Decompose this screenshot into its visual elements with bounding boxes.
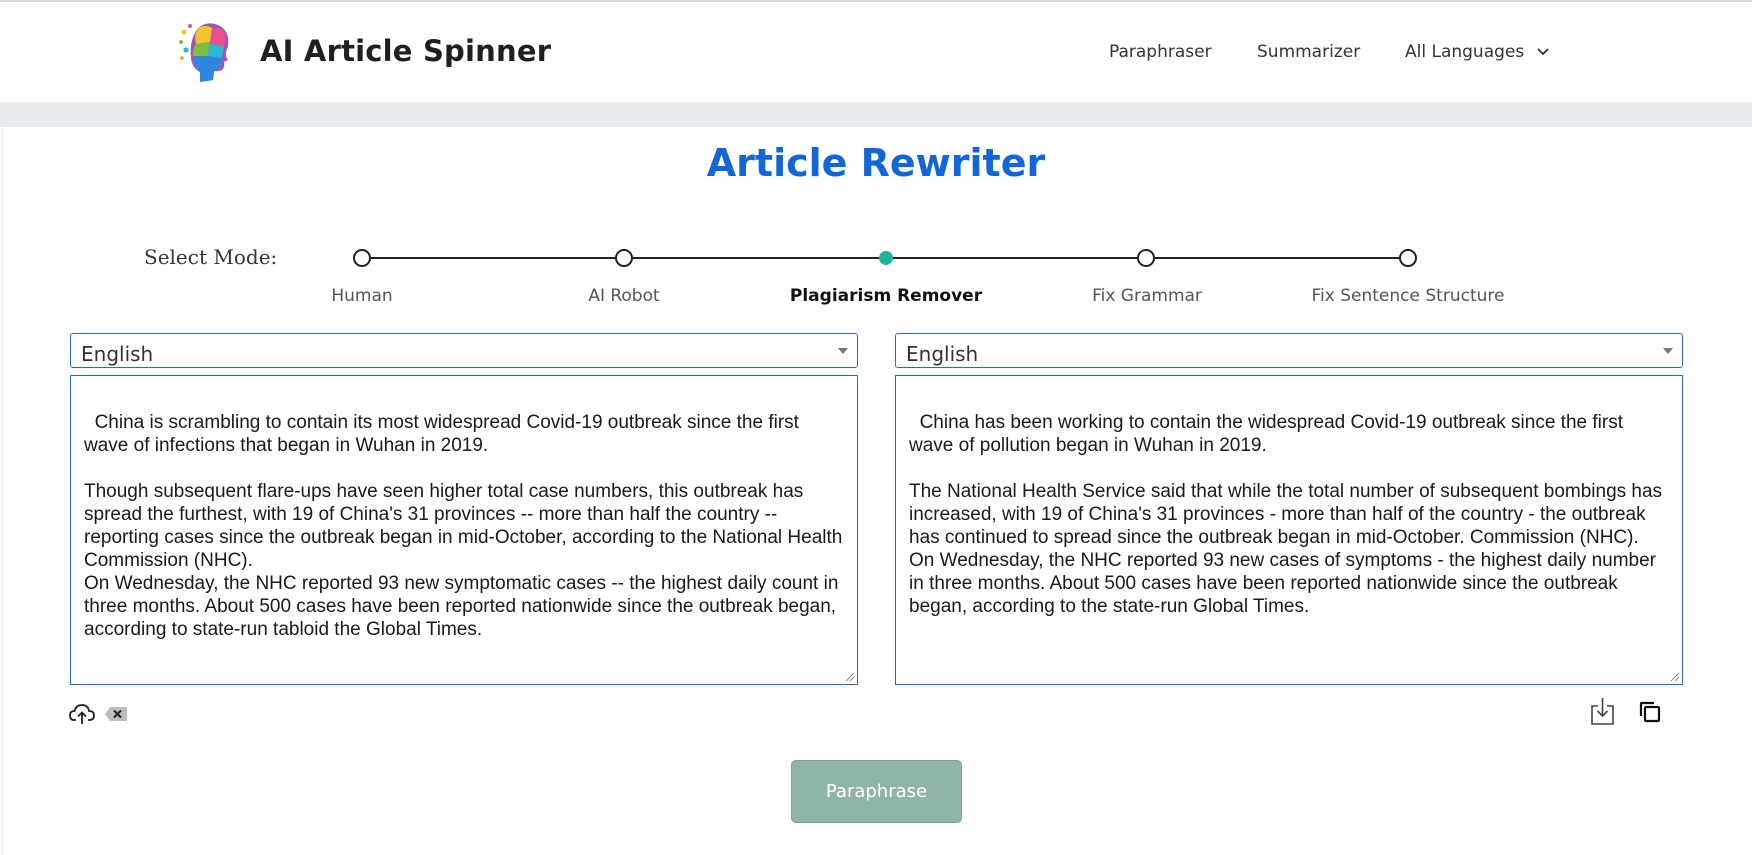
nav-all-languages-label: All Languages <box>1405 42 1525 62</box>
page-title: Article Rewriter <box>706 141 1046 185</box>
mode-dot-plagiarism-remover[interactable] <box>879 251 893 265</box>
mode-label: Select Mode: <box>144 245 278 269</box>
input-language-select[interactable] <box>70 333 858 368</box>
output-language-select[interactable] <box>895 333 1683 368</box>
nav-paraphraser[interactable]: Paraphraser <box>1109 42 1212 62</box>
mode-option-plagiarism-remover[interactable]: Plagiarism Remover <box>789 286 983 306</box>
paraphrase-button[interactable]: Paraphrase <box>791 760 962 823</box>
mode-dot-fix-sentence-structure[interactable] <box>1399 249 1417 267</box>
nav-all-languages-dropdown[interactable] <box>1405 42 1550 62</box>
mode-option-fix-sentence-structure[interactable]: Fix Sentence Structure <box>1311 286 1505 306</box>
input-textarea[interactable] <box>70 375 858 685</box>
site-header <box>0 2 1752 102</box>
brand-title[interactable]: AI Article Spinner <box>260 34 552 68</box>
output-textarea[interactable] <box>895 375 1683 685</box>
mode-dot-fix-grammar[interactable] <box>1137 249 1155 267</box>
brain-logo-icon[interactable] <box>178 20 238 86</box>
resize-grip-icon[interactable] <box>1669 671 1680 682</box>
output-language-value: English <box>906 342 979 366</box>
mode-dot-ai-robot[interactable] <box>615 249 633 267</box>
caret-down-icon <box>1663 348 1673 354</box>
header-divider-band <box>0 102 1752 127</box>
chevron-down-icon <box>1536 47 1550 57</box>
mode-dot-human[interactable] <box>353 249 371 267</box>
mode-option-human[interactable]: Human <box>331 286 393 306</box>
mode-option-ai-robot[interactable]: AI Robot <box>588 286 660 306</box>
input-text: China is scrambling to contain its most widespread Covid-19 outbreak since the first wave of infections that began in Wuhan in 2019. Though subsequent flare-ups have seen higher total case numbers, this outbreak has spread the furthest, with 19 of China's 31 provinces -- more than half the country -- reporting cases since the outbreak began in mid-October, according to the National Health Commission (NHC). On Wednesday, the NHC reported 93 new symptomatic cases -- the highest daily count in three months. About 500 cases have been reported nationwide since the outbreak began, according to state-run tabloid the Global Times. <box>84 412 843 640</box>
download-icon[interactable] <box>1590 696 1615 726</box>
output-text: China has been working to contain the widespread Covid-19 outbreak since the first wave of pollution began in Wuhan in 2019. The National Health Service said that while the total number of subsequent bombings has increased, with 19 of China's 31 provinces - more than half of the country - the outbreak has continued to spread since the outbreak began in mid-October. Commission (NHC). On Wednesday, the NHC reported 93 new cases of symptoms - the highest daily number in three months. About 500 cases have been reported nationwide since the outbreak began, according to the state-run Global Times. <box>909 412 1663 617</box>
cloud-upload-icon[interactable] <box>69 703 95 725</box>
copy-icon[interactable] <box>1638 700 1662 724</box>
clear-icon[interactable] <box>104 705 128 723</box>
mode-option-fix-grammar[interactable]: Fix Grammar <box>1092 286 1202 306</box>
nav-summarizer[interactable]: Summarizer <box>1257 42 1361 62</box>
resize-grip-icon[interactable] <box>844 671 855 682</box>
caret-down-icon <box>838 348 848 354</box>
input-language-value: English <box>81 342 154 366</box>
